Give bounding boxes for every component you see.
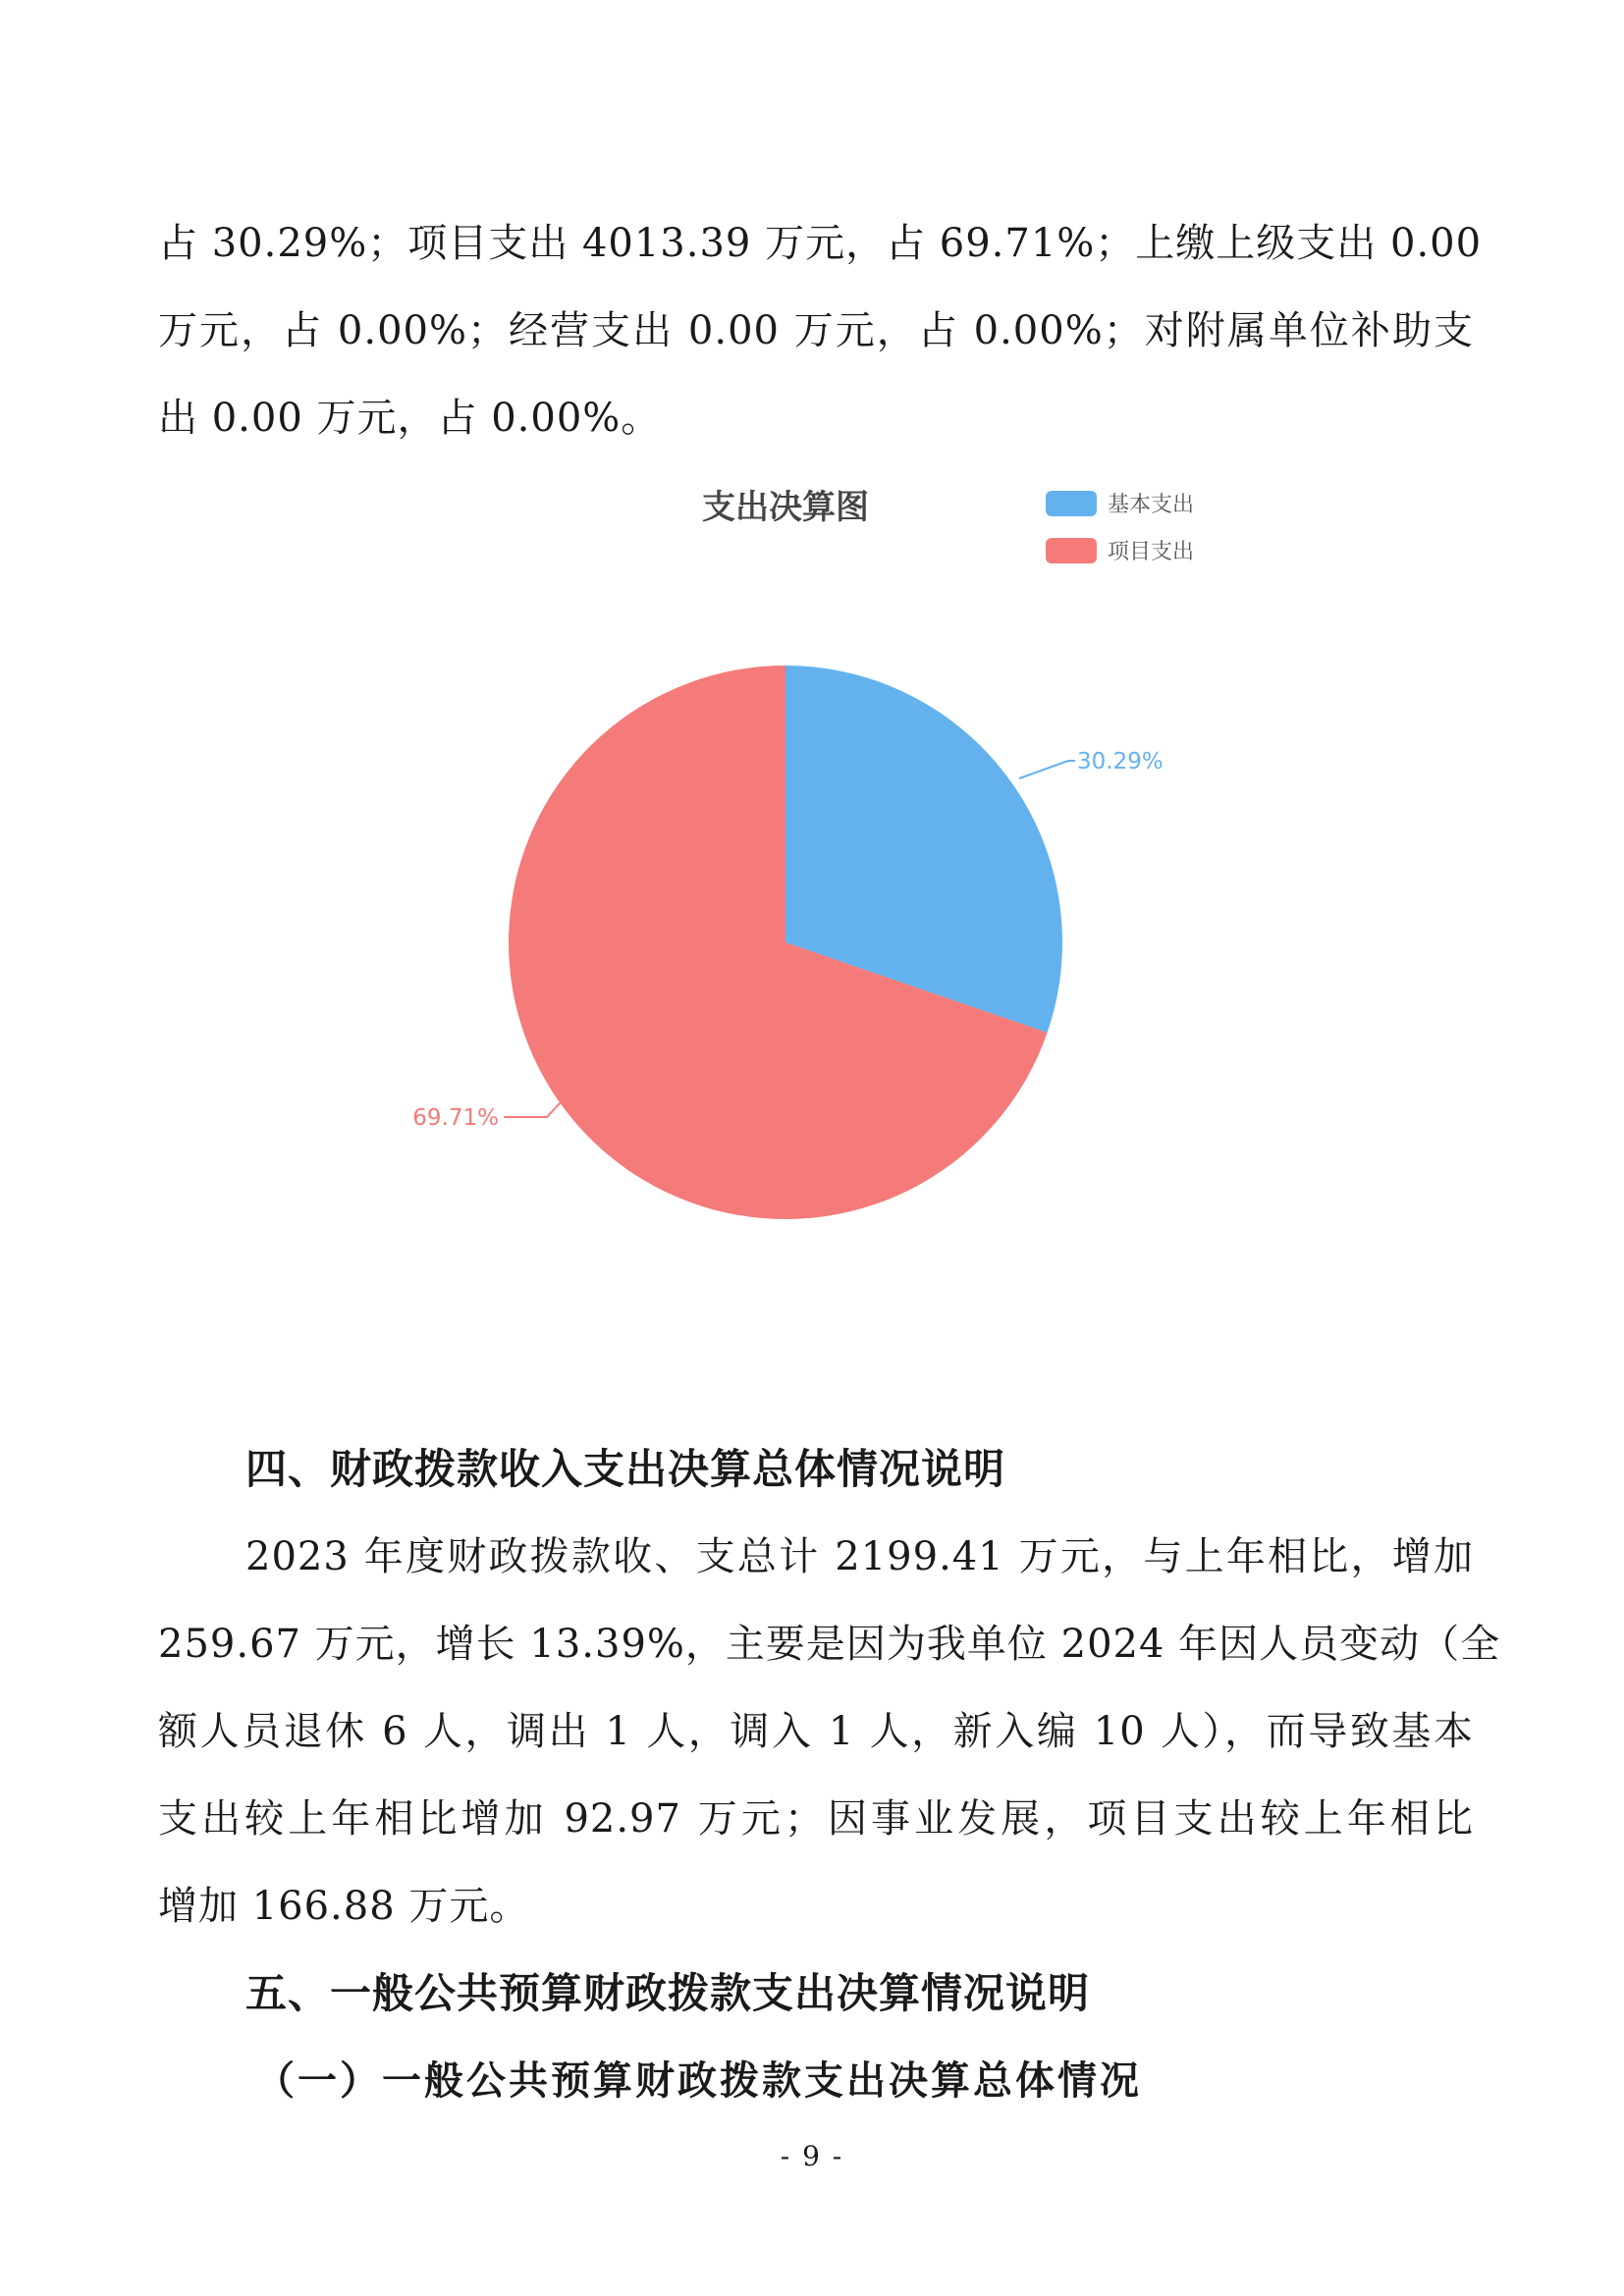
data-label-project-group: [412, 1102, 561, 1131]
paragraph-line: 支出较上年相比增加 92.97 万元；因事业发展，项目支出较上年相比: [158, 1796, 1474, 1842]
data-label-basic: 30.29%: [1077, 749, 1164, 774]
section-heading-5: 五、一般公共预算财政拨款支出决算情况说明: [245, 1969, 1091, 2017]
expenditure-pie-chart: [393, 461, 1227, 1247]
leader-line-basic: [1019, 761, 1075, 778]
data-label-project: 69.71%: [412, 1105, 499, 1131]
paragraph-line: 259.67 万元，增长 13.39%，主要是因为我单位 2024 年因人员变动（全: [158, 1622, 1501, 1667]
legend-label-basic: 基本支出: [1108, 493, 1195, 517]
paragraph-line: 2023 年度财政拨款收、支总计 2199.41 万元，与上年相比，增加: [245, 1534, 1474, 1579]
leader-line-project: [504, 1102, 561, 1117]
chart-title: 支出决算图: [702, 488, 869, 527]
paragraph-line: 占 30.29%；项目支出 4013.39 万元，占 69.71%；上缴上级支出 0.00: [158, 221, 1483, 266]
paragraph-line: 出 0.00 万元，占 0.00%。: [158, 396, 662, 441]
paragraph-line: 增加 166.88 万元。: [158, 1884, 530, 1929]
legend-label-project: 项目支出: [1108, 540, 1195, 564]
section-heading-4: 四、财政拨款收入支出决算总体情况说明: [245, 1445, 1006, 1493]
data-label-basic-group: [1019, 749, 1164, 778]
chart-legend: [1046, 491, 1194, 564]
subsection-heading: （一）一般公共预算财政拨款支出决算总体情况: [255, 2057, 1142, 2104]
page-number: - 9 -: [780, 2140, 844, 2172]
paragraph-line: 万元，占 0.00%；经营支出 0.00 万元，占 0.00%；对附属单位补助支: [158, 308, 1474, 353]
legend-swatch-project: [1046, 538, 1097, 563]
legend-swatch-basic: [1046, 491, 1097, 516]
pie-slices: [509, 666, 1062, 1219]
paragraph-line: 额人员退休 6 人，调出 1 人，调入 1 人，新入编 10 人），而导致基本: [158, 1709, 1474, 1754]
